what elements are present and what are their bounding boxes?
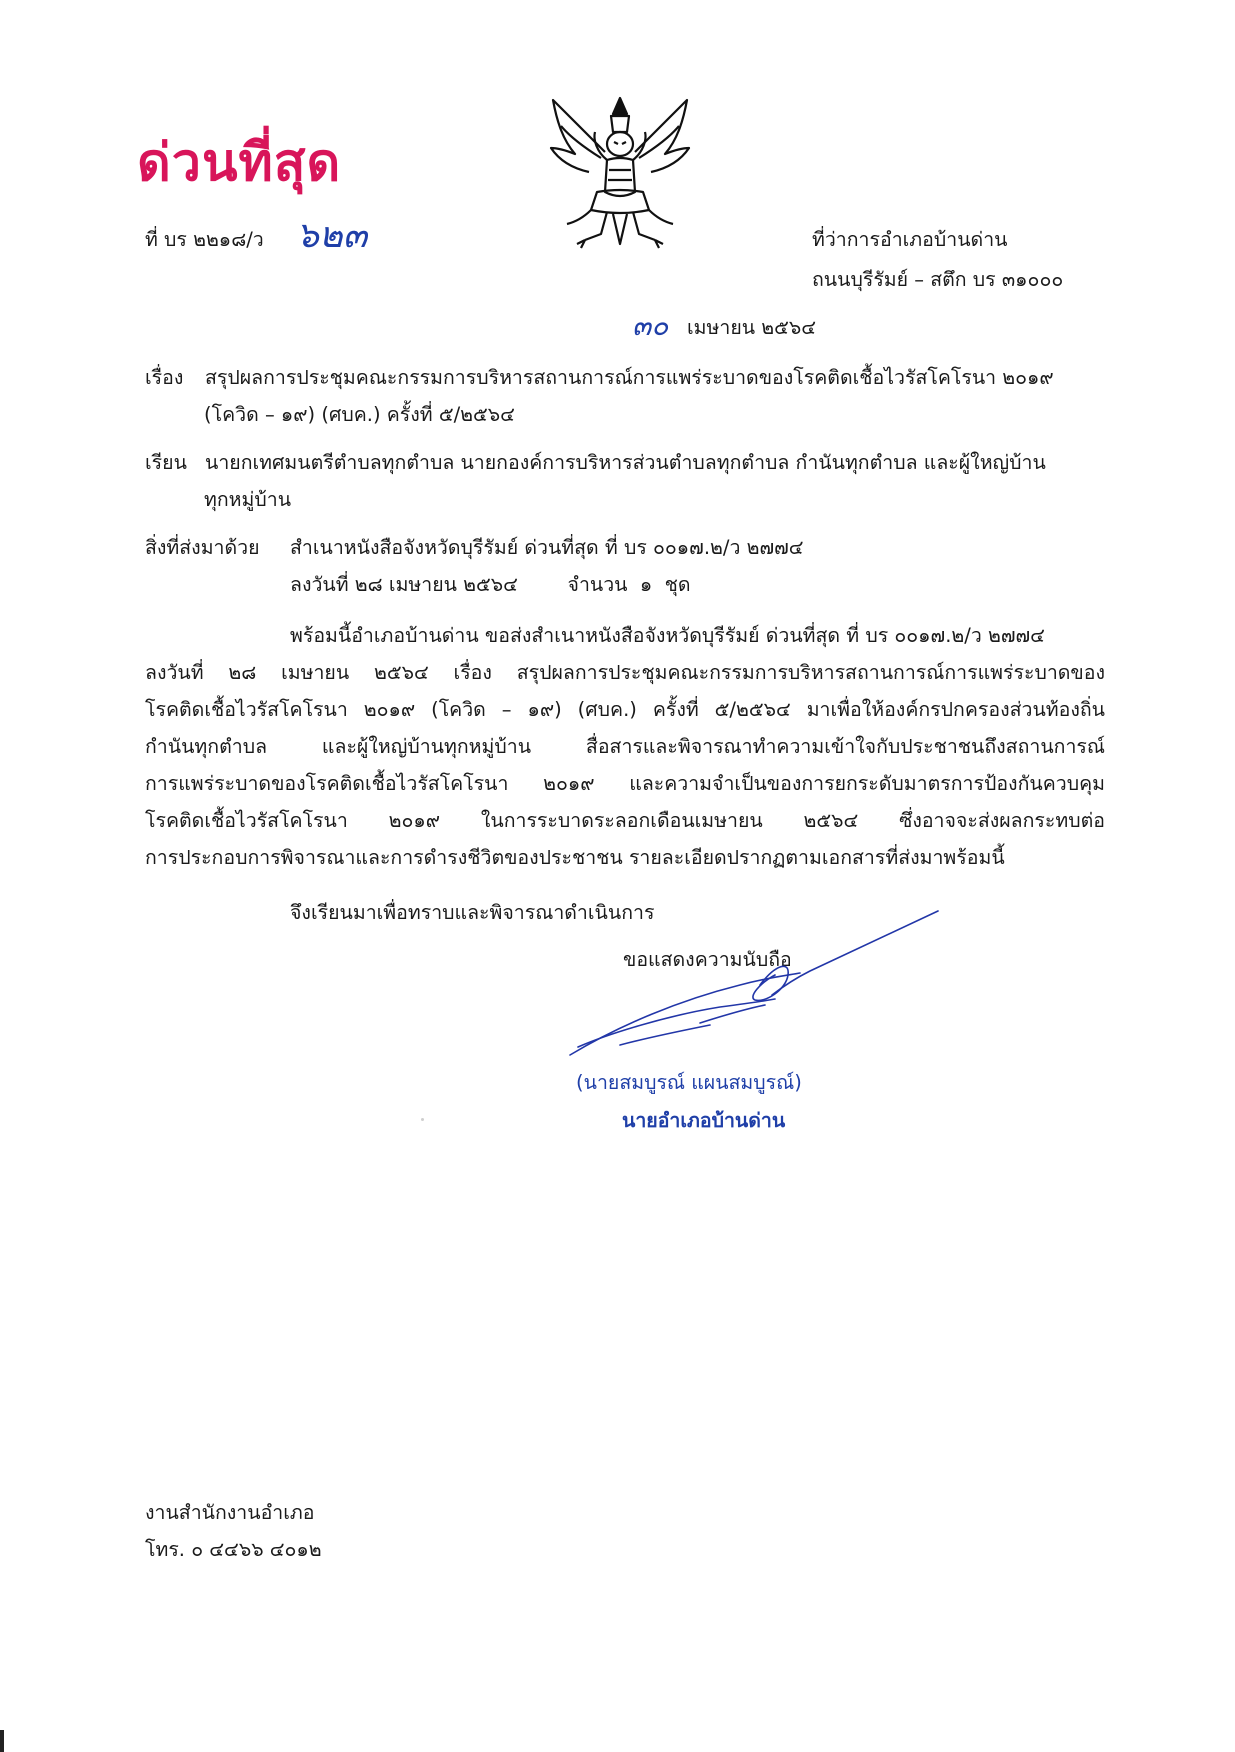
subject-label: เรื่อง	[145, 366, 184, 389]
date-day-handwritten: ๓๐	[632, 309, 669, 342]
subject-line1: สรุปผลการประชุมคณะกรรมการบริหารสถานการณ์การแพร่ระบาดของโรคติดเชื้อไวรัสโคโรนา ๒๐๑๙	[205, 366, 1054, 389]
scan-edge-mark	[0, 1730, 4, 1752]
body-line: การประกอบการพิจารณาและการดำรงชีวิตของประชาชน รายละเอียดปรากฏตามเอกสารที่ส่งมาพร้อมนี้	[145, 846, 1005, 869]
date-month-year: เมษายน ๒๕๖๔	[687, 316, 817, 339]
attachment-label: สิ่งที่ส่งมาด้วย	[145, 536, 260, 559]
body-line: กำนันทุกตำบล และผู้ใหญ่บ้านทุกหมู่บ้าน สื่อสารและพิจารณาทำความเข้าใจกับประชาชนถึงสถานการณ์	[145, 735, 1105, 758]
footer-office: งานสำนักงานอำเภอ	[145, 1501, 315, 1524]
signatory-name: (นายสมบูรณ์ แผนสมบูรณ์)	[576, 1071, 802, 1094]
body-line: โรคติดเชื้อไวรัสโคโรนา ๒๐๑๙ ในการระบาดระลอกเดือนเมษายน ๒๕๖๔ ซึ่งอาจจะส่งผลกระทบต่อ	[145, 809, 1105, 832]
body-line: การแพร่ระบาดของโรคติดเชื้อไวรัสโคโรนา ๒๐๑๙ และความจำเป็นของการยกระดับมาตรการป้องกันควบคุม	[145, 772, 1105, 795]
subject-line2: (โควิด – ๑๙) (ศบค.) ครั้งที่ ๕/๒๕๖๔	[204, 403, 515, 426]
recipient-line1: นายกเทศมนตรีตำบลทุกตำบล นายกองค์การบริหารส่วนตำบลทุกตำบล กำนันทุกตำบล และผู้ใหญ่บ้าน	[205, 451, 1046, 474]
regards-text: ขอแสดงความนับถือ	[623, 948, 792, 971]
recipient-line2: ทุกหมู่บ้าน	[204, 488, 292, 511]
urgency-stamp: ด่วนที่สุด	[137, 133, 342, 193]
body-line: พร้อมนี้อำเภอบ้านด่าน ขอส่งสำเนาหนังสือจังหวัดบุรีรัมย์ ด่วนที่สุด ที่ บร ๐๐๑๗.๒/ว ๒๗๗๔	[290, 624, 1045, 647]
body-line: ลงวันที่ ๒๘ เมษายน ๒๕๖๔ เรื่อง สรุปผลการประชุมคณะกรรมการบริหารสถานการณ์การแพร่ระบาดของ	[145, 661, 1105, 684]
office-address-line1: ที่ว่าการอำเภอบ้านด่าน	[812, 228, 1008, 251]
attachment-line2: ลงวันที่ ๒๘ เมษายน ๒๕๖๔ จำนวน ๑ ชุด	[290, 573, 691, 596]
signatory-position: นายอำเภอบ้านด่าน	[622, 1109, 786, 1132]
attachment-line1: สำเนาหนังสือจังหวัดบุรีรัมย์ ด่วนที่สุด ที่ บร ๐๐๑๗.๒/ว ๒๗๗๔	[290, 536, 804, 559]
body-line: โรคติดเชื้อไวรัสโคโรนา ๒๐๑๙ (โควิด – ๑๙) (ศบค.) ครั้งที่ ๕/๒๕๖๔ มาเพื่อให้องค์กรปกครองส่วนท้องถิ่น	[145, 698, 1105, 721]
garuda-emblem-icon	[545, 92, 695, 252]
reference-number: ที่ บร ๒๒๑๘/ว	[145, 228, 264, 251]
handwritten-reference: ๖๒๓	[296, 215, 368, 256]
footer-phone: โทร. ๐ ๔๔๖๖ ๔๐๑๒	[145, 1538, 322, 1561]
recipient-label: เรียน	[145, 451, 187, 474]
scan-speck	[421, 1118, 424, 1121]
closing-line: จึงเรียนมาเพื่อทราบและพิจารณาดำเนินการ	[290, 901, 655, 924]
handwritten-signature	[560, 905, 950, 1065]
office-address-line2: ถนนบุรีรัมย์ – สตึก บร ๓๑๐๐๐	[812, 268, 1064, 291]
